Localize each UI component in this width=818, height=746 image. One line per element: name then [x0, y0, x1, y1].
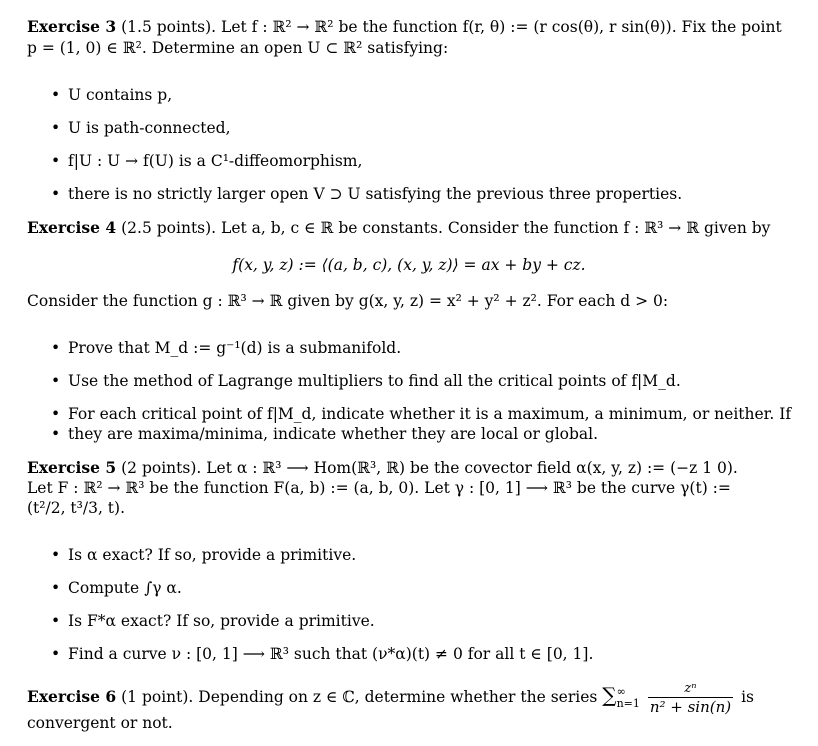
exercise-6-text-2: is	[741, 688, 754, 706]
exercise-6-line-1	[27, 676, 761, 716]
exercise-5-points: (2 points).	[121, 459, 202, 477]
exercise-5-line-1	[27, 458, 761, 478]
list-item: • there is no strictly larger open V ⊃ U satisfying the previous three properties.	[27, 184, 761, 204]
exercise-5-line-2: Let F : ℝ² → ℝ³ be the function F(a, b) := (a, b, 0). Let γ : [0, 1] ⟶ ℝ³ be the curve γ(t) :=	[27, 479, 731, 497]
list-item: • f|U : U → f(U) is a C¹-diffeomorphism,	[27, 151, 761, 184]
exercise-4-points: (2.5 points).	[121, 219, 217, 237]
series-term-fraction	[648, 681, 733, 716]
sum-limits	[617, 686, 640, 710]
exercise-6-points: (1 point).	[121, 688, 194, 706]
list-item: • Is α exact? If so, provide a primitive.	[27, 545, 761, 578]
list-item: • Use the method of Lagrange multipliers to find all the critical points of f|M_d.	[27, 371, 761, 404]
exercise-5-text-1: Let α : ℝ³ ⟶ Hom(ℝ³, ℝ) be the covector field α(x, y, z) := (−z 1 0).	[206, 459, 738, 477]
exercise-5-line-3: (t²/2, t³/3, t).	[27, 499, 126, 517]
exercise-4-equation: f(x, y, z) := ⟨(a, b, c), (x, y, z)⟩ = ax + by + cz.	[232, 256, 586, 274]
exercise-3-line-2: p = (1, 0) ∈ ℝ². Determine an open U ⊂ ℝ² satisfying:	[27, 39, 449, 57]
exercise-4-line-2: Consider the function g : ℝ³ → ℝ given by g(x, y, z) = x² + y² + z². For each d > 0:	[27, 292, 669, 310]
list-item: • Is F*α exact? If so, provide a primitive.	[27, 611, 761, 644]
exercise-5-bullets	[27, 545, 761, 664]
list-item: • U contains p,	[27, 85, 761, 118]
list-item: • Prove that M_d := g⁻¹(d) is a submanifold.	[27, 338, 761, 371]
exercise-3-text-1: Let f : ℝ² → ℝ² be the function f(r, θ) := (r cos(θ), r sin(θ)). Fix the point	[221, 18, 782, 36]
exercise-4-text-1: Let a, b, c ∈ ℝ be constants. Consider the function f : ℝ³ → ℝ given by	[221, 219, 771, 237]
list-item: • Find a curve ν : [0, 1] ⟶ ℝ³ such that (ν*α)(t) ≠ 0 for all t ∈ [0, 1].	[27, 644, 761, 664]
fraction-numerator: zⁿ	[648, 681, 733, 698]
sum-symbol: ∑	[602, 683, 617, 707]
list-item-continuation: • they are maxima/minima, indicate whether they are local or global.	[27, 424, 761, 444]
exercise-4-title: Exercise 4	[27, 218, 117, 237]
exercise-6-line-2: convergent or not.	[27, 714, 173, 732]
exercise-5-title: Exercise 5	[27, 458, 117, 477]
sum-lower-limit: n=1	[616, 697, 640, 710]
exercise-3-title: Exercise 3	[27, 17, 117, 36]
exercise-4-line-1	[27, 218, 771, 238]
sum-upper-limit: ∞	[616, 685, 626, 698]
exercise-3-line-1	[27, 17, 782, 37]
list-item: • U is path-connected,	[27, 118, 761, 151]
exercise-6-title: Exercise 6	[27, 687, 117, 706]
exercise-3-bullets	[27, 85, 761, 204]
exercise-3-points: (1.5 points).	[121, 18, 217, 36]
fraction-denominator: n² + sin(n)	[649, 697, 732, 716]
list-item: • For each critical point of f|M_d, indicate whether it is a maximum, a minimum, or neither. If	[27, 404, 761, 424]
exercise-4-bullets	[27, 338, 792, 444]
list-item: • Compute ∫γ α.	[27, 578, 761, 611]
exercise-6-text-1: Depending on z ∈ ℂ, determine whether the series	[198, 688, 598, 706]
